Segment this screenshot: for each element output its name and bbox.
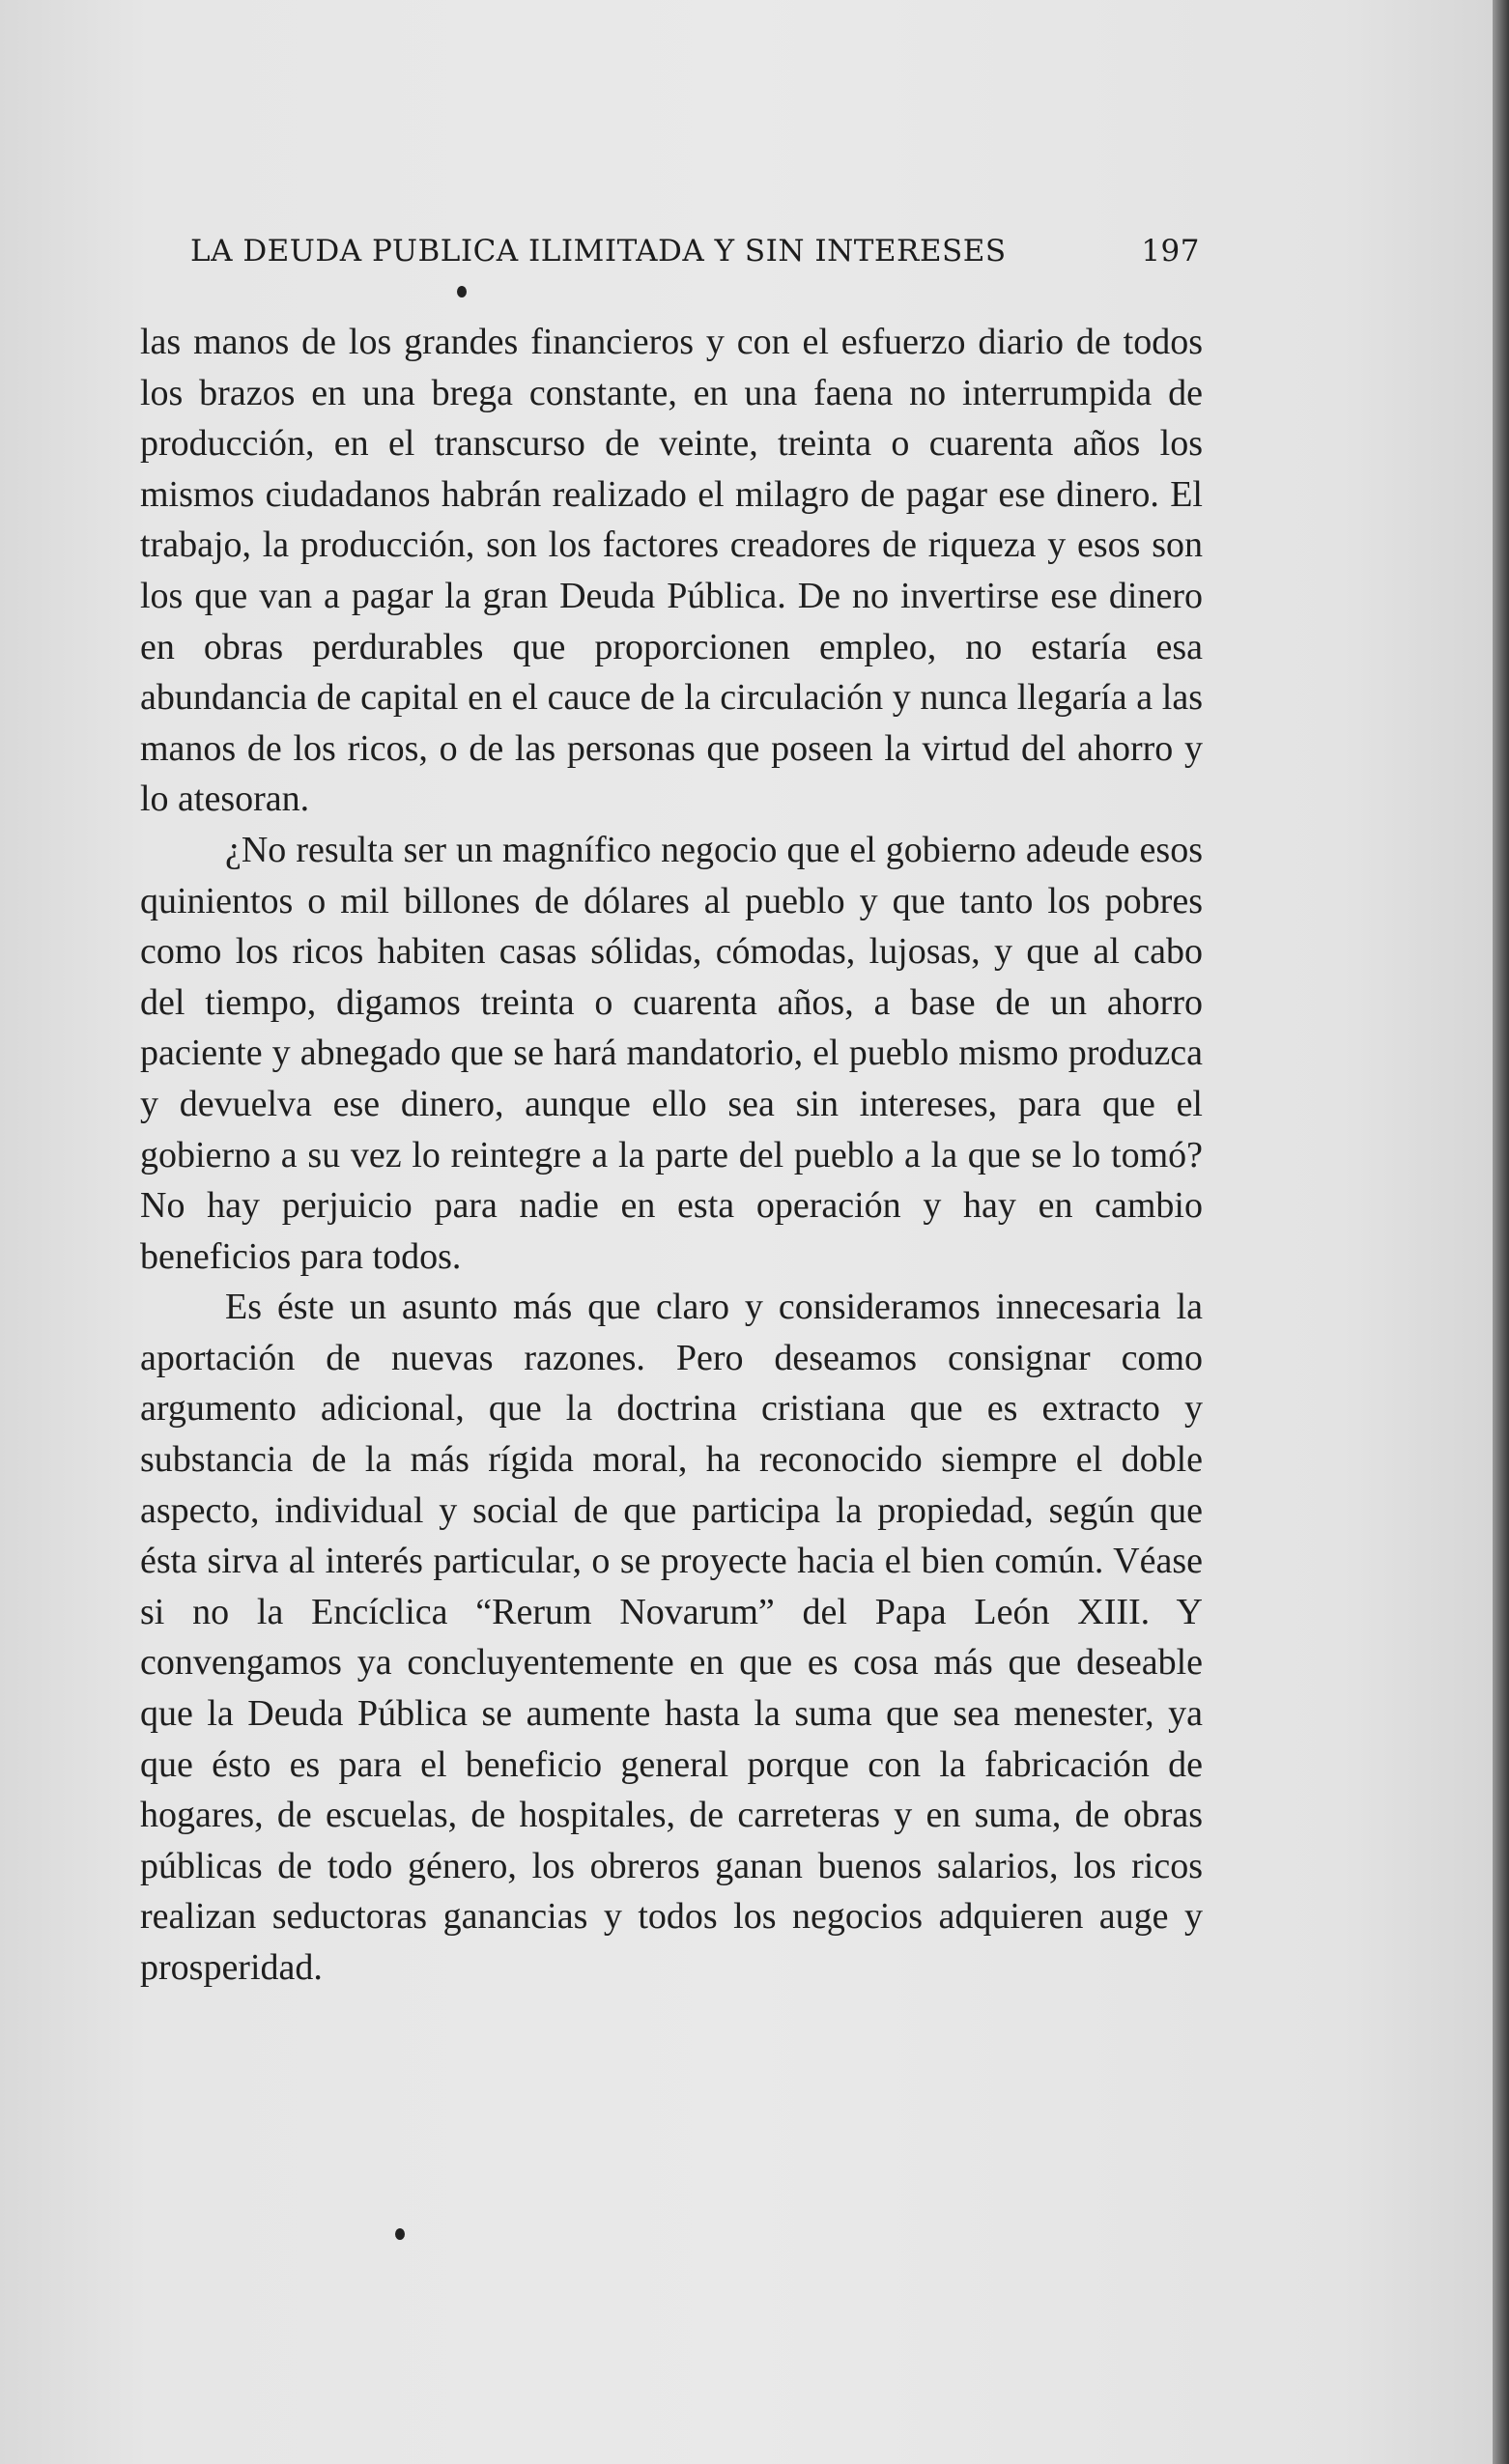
page-edge-shadow <box>1493 0 1509 2464</box>
running-head-title: LA DEUDA PUBLICA ILIMITADA Y SIN INTERESES <box>190 234 1007 269</box>
paragraph-1: las manos de los grandes financieros y con el esfuerzo diario de todos los brazos en una brega constante, en una faena no interrumpida de producción, en el transcurso de veinte, treinta o cuarenta años los mismos ciudadanos habrán realizado el milagro de pagar ese dinero. El trabajo, la producción, son los factores creadores de riqueza y esos son los que van a pagar la gran Deuda Pública. De no invertirse ese dinero en obras perdurables que proporcionen empleo, no estaría esa abundancia de capital en el cauce de la circulación y nunca llegaría a las manos de los ricos, o de las personas que poseen la virtud del ahorro y lo atesoran. <box>140 322 1203 820</box>
ink-speck <box>457 286 467 297</box>
paragraph-2: ¿No resulta ser un magnífico negocio que el gobierno adeude esos quinientos o mil billones de dólares al pueblo y que tanto los pobres como los ricos habiten casas sólidas, cómodas, lujosas, y que al cabo del tiempo, digamos treinta o cuarenta años, a base de un ahorro paciente y abnegado que se hará mandatorio, el pueblo mismo produzca y devuelva ese dinero, aunque ello sea sin intereses, para que el gobierno a su vez lo reintegre a la parte del pueblo a la que se lo tomó? No hay perjuicio para nadie en esta operación y hay en cambio beneficios para todos. <box>140 829 1203 1277</box>
body-text <box>140 317 1203 1994</box>
ink-speck <box>395 2228 405 2240</box>
page-number: 197 <box>1141 234 1200 269</box>
paragraph-3: Es éste un asunto más que claro y consideramos innecesaria la aportación de nuevas razones. Pero deseamos consignar como argumento adicional, que la doctrina cristiana que es extracto y substancia de la más rígida moral, ha reconocido siempre el doble aspecto, individual y social de que participa la propiedad, según que ésta sirva al interés particular, o se proyecte hacia el bien común. Véase si no la Encíclica “Rerum Novarum” del Papa León XIII. Y convengamos ya concluyentemente en que es cosa más que deseable que la Deuda Pública se aumente hasta la suma que sea menester, ya que ésto es para el beneficio general porque con la fabricación de hogares, de escuelas, de hospitales, de carreteras y en suma, de obras públicas de todo género, los obreros ganan buenos salarios, los ricos realizan seductoras ganancias y todos los negocios adquieren auge y prosperidad. <box>140 1287 1203 1988</box>
